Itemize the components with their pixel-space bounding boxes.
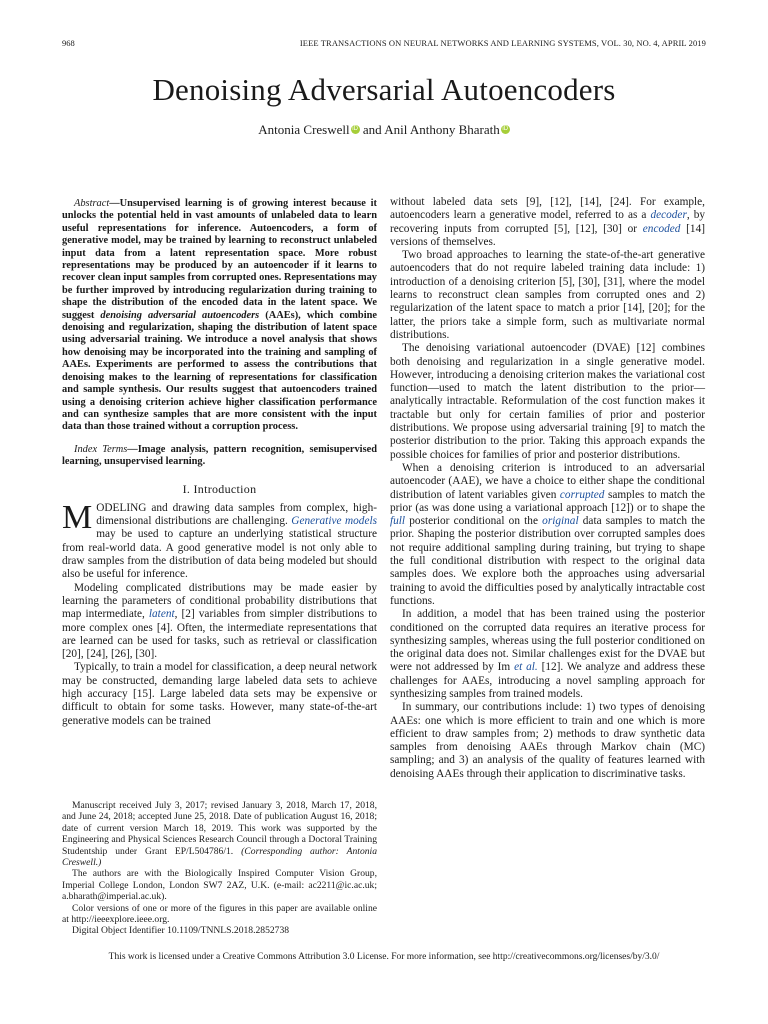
intro-paragraph-r1: without labeled data sets [9], [12], [14], [24]. For example, autoencoders learn a generative model, referred to as a decoder, by recovering inputs from corrupted [5], [12], [30] or encoded [14] versions of themselves. (390, 196, 705, 248)
footnotes (62, 800, 377, 937)
page-number: 968 (62, 38, 75, 48)
footnote-affiliation: The authors are with the Biologically Inspired Computer Vision Group, Imperial College London, London SW7 2AZ, U.K. (e-mail: ac2211@ic.ac.uk; a.bharath@imperial.ac.uk). (62, 868, 377, 903)
author-line (0, 122, 768, 138)
intro-paragraph-r3: The denoising variational autoencoder (DVAE) [12] combines both denoising and regularization in a single generative model. However, introducing a denoising criterion makes the variational cost function—used to match the latent distribution to the prior—analytically intractable. Reformulation of the cost function makes it tractable but only for certain families of prior and posterior distributions. We propose using adversarial training [9] to match the posterior distribution to the prior. Taking this approach expands the possible choices for families of prior and posterior distributions. (390, 342, 705, 461)
intro-paragraph-3: Typically, to train a model for classification, a deep neural network may be constructed, demanding large labeled data sets to achieve high accuracy [15]. Large labeled data sets may be expensive or difficult to obtain for some tasks. However, many state-of-the-art generative models can be trained (62, 661, 377, 727)
intro-paragraph-r4: When a denoising criterion is introduced to an adversarial autoencoder (AAE), we have a choice to either shape the conditional distribution of latent variables given corrupted samples to match the prior (as was done using a variational approach [12]) or to shape the full posterior conditional on the original data samples to match the prior. Shaping the posterior distribution over corrupted samples does not require additional sampling during training, but trying to shape the full conditional distribution with respect to the original data samples does. We explore both the approaches using adversarial training to avoid the difficulties posed by analytically intractable cost functions. (390, 461, 705, 607)
abstract: Abstract—Unsupervised learning is of growing interest because it unlocks the potential held in vast amounts of unlabeled data to learn useful representations for inference. Autoencoders, a form of generative model, may be trained by learning to reconstruct unlabeled input data from a latent representation space. More robust representations may be produced by an autoencoder if it learns to recover clean input samples from corrupted ones. Representations may be further improved by introducing regularization during training to shape the distribution of the encoded data in the latent space. We suggest denoising adversarial autoencoders (AAEs), which combine denoising and regularization, shaping the distribution of latent space using adversarial training. We introduce a novel analysis that shows how denoising may be incorporated into the training and sampling of AAEs. Experiments are performed to assess the contributions that denoising makes to the learning of representations for classification and sample synthesis. Our results suggest that autoencoders trained using a denoising criterion achieve higher classification performance and can synthesize samples that are more consistent with the input data than those trained without a corruption process. (62, 198, 377, 433)
author-1: Antonia Creswell (258, 122, 350, 137)
footnote-doi: Digital Object Identifier 10.1109/TNNLS.2018.2852738 (72, 925, 290, 937)
intro-paragraph-r6: In summary, our contributions include: 1) two types of denoising AAEs: one which is more efficient to train and one which is more efficient to draw samples from; 2) methods to draw synthetic data samples from denoising AAEs through Markov chain (MC) sampling; and 3) an analysis of the quality of features learned with denoising AAEs through their application to discriminative tasks. (390, 701, 705, 780)
section-heading: I. Introduction (182, 481, 257, 496)
index-terms: Index Terms—Image analysis, pattern recognition, semisupervised learning, unsupervised learning. (62, 443, 377, 468)
abstract-label: Abstract (74, 198, 110, 209)
paper-title: Denoising Adversarial Autoencoders (152, 72, 616, 107)
license-notice: This work is licensed under a Creative Commons Attribution 3.0 License. For more information, see http://creativecommons.org/licenses/by/3.0/ (108, 952, 660, 962)
footnote-color: Color versions of one or more of the figures in this paper are available online at http://ieeexplore.ieee.org. (62, 902, 377, 926)
journal-header: IEEE TRANSACTIONS ON NEURAL NETWORKS AND LEARNING SYSTEMS, VOL. 30, NO. 4, APRIL 2019 (299, 38, 706, 48)
intro-paragraph-r2: Two broad approaches to learning the state-of-the-art generative autoencoders that do not require labeled training data include: 1) introduction of a denoising criterion [5], [30], [31], where the model learns to reconstruct clean samples from corrupted ones and 2) regularization of the latent space to match a prior [14], [20]; for the latter, the priors take a simple form, such as multivariate normal distributions. (390, 249, 705, 341)
right-column (390, 196, 705, 781)
drop-cap: M (62, 498, 93, 536)
index-terms-label: Index Terms (74, 443, 128, 455)
author-connector: and (362, 122, 382, 137)
orcid-icon[interactable]: iD (502, 126, 509, 132)
footnote-manuscript: Manuscript received July 3, 2017; revised January 3, 2018, March 17, 2018, and June 24, 2018; accepted June 25, 2018. Date of publication August 16, 2018; date of current version March 18, 2019. This work was supported by the Engineering and Physical Sciences Research Council through a Doctoral Training Studentship under Grant EP/L504786/1. (Corresponding author: Antonia Creswell.) (62, 800, 377, 869)
intro-paragraph-1: MODELING and drawing data samples from complex, high-dimensional distributions are challenging. Generative models may be used to capture an underlying statistical structure from real-world data. A good generative model is not only able to draw samples from the distribution of data being modeled but should also be useful for inference. (62, 498, 377, 581)
left-column (62, 198, 377, 728)
orcid-icon[interactable]: iD (352, 126, 358, 132)
author-2: Anil Anthony Bharath (384, 122, 500, 137)
intro-paragraph-2: Modeling complicated distributions may be made easier by learning the parameters of conditional probability distributions that map intermediate, latent, [2] variables from simpler distributions to more complex ones [4]. Often, the intermediate representations that are learned can be used for tasks, such as retrieval or classification [20], [24], [26], [30]. (62, 581, 377, 661)
intro-paragraph-r5: In addition, a model that has been trained using the posterior conditioned on the corrupted data requires an iterative process for synthesizing samples, whereas using the full posterior conditioned on the original data does not. Similar challenges exist for the DVAE but were not addressed by Im et al. [12]. We analyze and address these challenges for AAEs, introducing a novel sampling approach for synthesizing samples from trained models. (390, 608, 705, 700)
